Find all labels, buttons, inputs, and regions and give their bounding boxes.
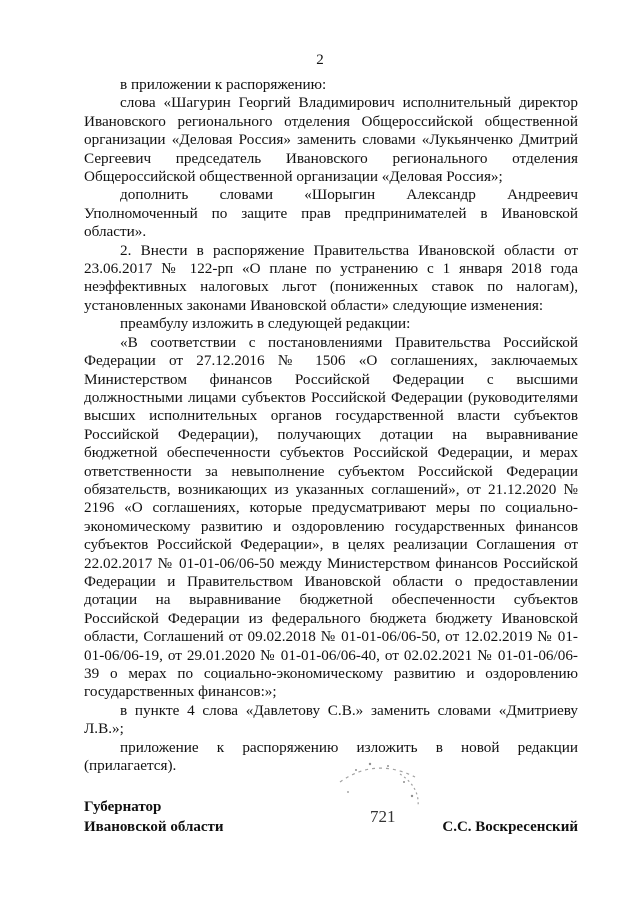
document-body: [84, 76, 578, 775]
paragraph-preamble-intro: преамбулу изложить в следующей редакции:: [120, 315, 411, 333]
signatory-name: С.С. Воскресенский: [442, 819, 578, 835]
signatory-title: [84, 797, 224, 837]
paragraph-appendix-new: приложение к распоряжению изложить в новой редакции (прилагается).: [84, 738, 578, 775]
page-number: 2: [316, 52, 324, 68]
paragraph-replace-words: слова «Шагурин Георгий Владимирович исполнительный директор Ивановского регионального отделения Общероссийской общественной организации «Деловая Россия» заменить словами «Лукьянченко Дмитрий Сергеевич председатель Ивановского регионального отделения Общероссийской общественной организации «Деловая Россия»;: [84, 94, 578, 186]
paragraph-preamble-text: «В соответствии с постановлениями Правительства Российской Федерации от 27.12.2016 № 1506 «О соглашениях, заключаемых Министерством финансов Российской Федерации с высшими должностными лицами субъектов Российской Федерации (руководителями высших исполнительных органов государственной власти субъектов Российской Федерации), получающих дотации на выравнивание бюджетной обеспеченности субъектов Российской Федерации, и мерах ответственности за невыполнение субъектом Российской Федерации обязательств, возникающих из указанных соглашений», от 21.12.2020 № 2196 «О соглашениях, которые предусматривают меры по социально-экономическому развитию и оздоровлению государственных финансов субъектов Российской Федерации», в целях реализации Соглашения от 22.02.2017 № 01-01-06/06-50 между Министерством финансов Российской Федерации и Правительством Ивановской области о предоставлении дотации на выравнивание бюджетной обеспеченности субъектов Российской Федерации из федерального бюджета бюджету Ивановской области, Соглашений от 09.02.2018 № 01-01-06/06-50, от 12.02.2019 № 01-01-06/06-19, от 29.01.2020 № 01-01-06/06-40, от 02.02.2021 № 01-01-06/06-39 о мерах по социально-экономическому развитию и оздоровлению государственных финансов:»;: [84, 333, 578, 701]
paragraph-point-4: в пункте 4 слова «Давлетову С.В.» заменить словами «Дмитриеву Л.В.»;: [84, 701, 578, 738]
paragraph-add-words: дополнить словами «Шорыгин Александр Андреевич Уполномоченный по защите прав предпринимателей в Ивановской области».: [84, 186, 578, 241]
paragraph-appendix-heading: в приложении к распоряжению:: [120, 76, 327, 93]
paragraph-item-2: 2. Внести в распоряжение Правительства Ивановской области от 23.06.2017 № 122-рп «О плане по устранению с 1 января 2018 года неэффективных налоговых льгот (пониженных ставок по налогам), установленных законами Ивановской области» следующие изменения:: [84, 241, 578, 314]
signatory-title-line1: Губернатор: [84, 799, 162, 815]
stamp-number: 721: [370, 807, 396, 826]
signatory-title-line2: Ивановской области: [84, 819, 224, 835]
signature-stamp-mark: [300, 752, 450, 862]
